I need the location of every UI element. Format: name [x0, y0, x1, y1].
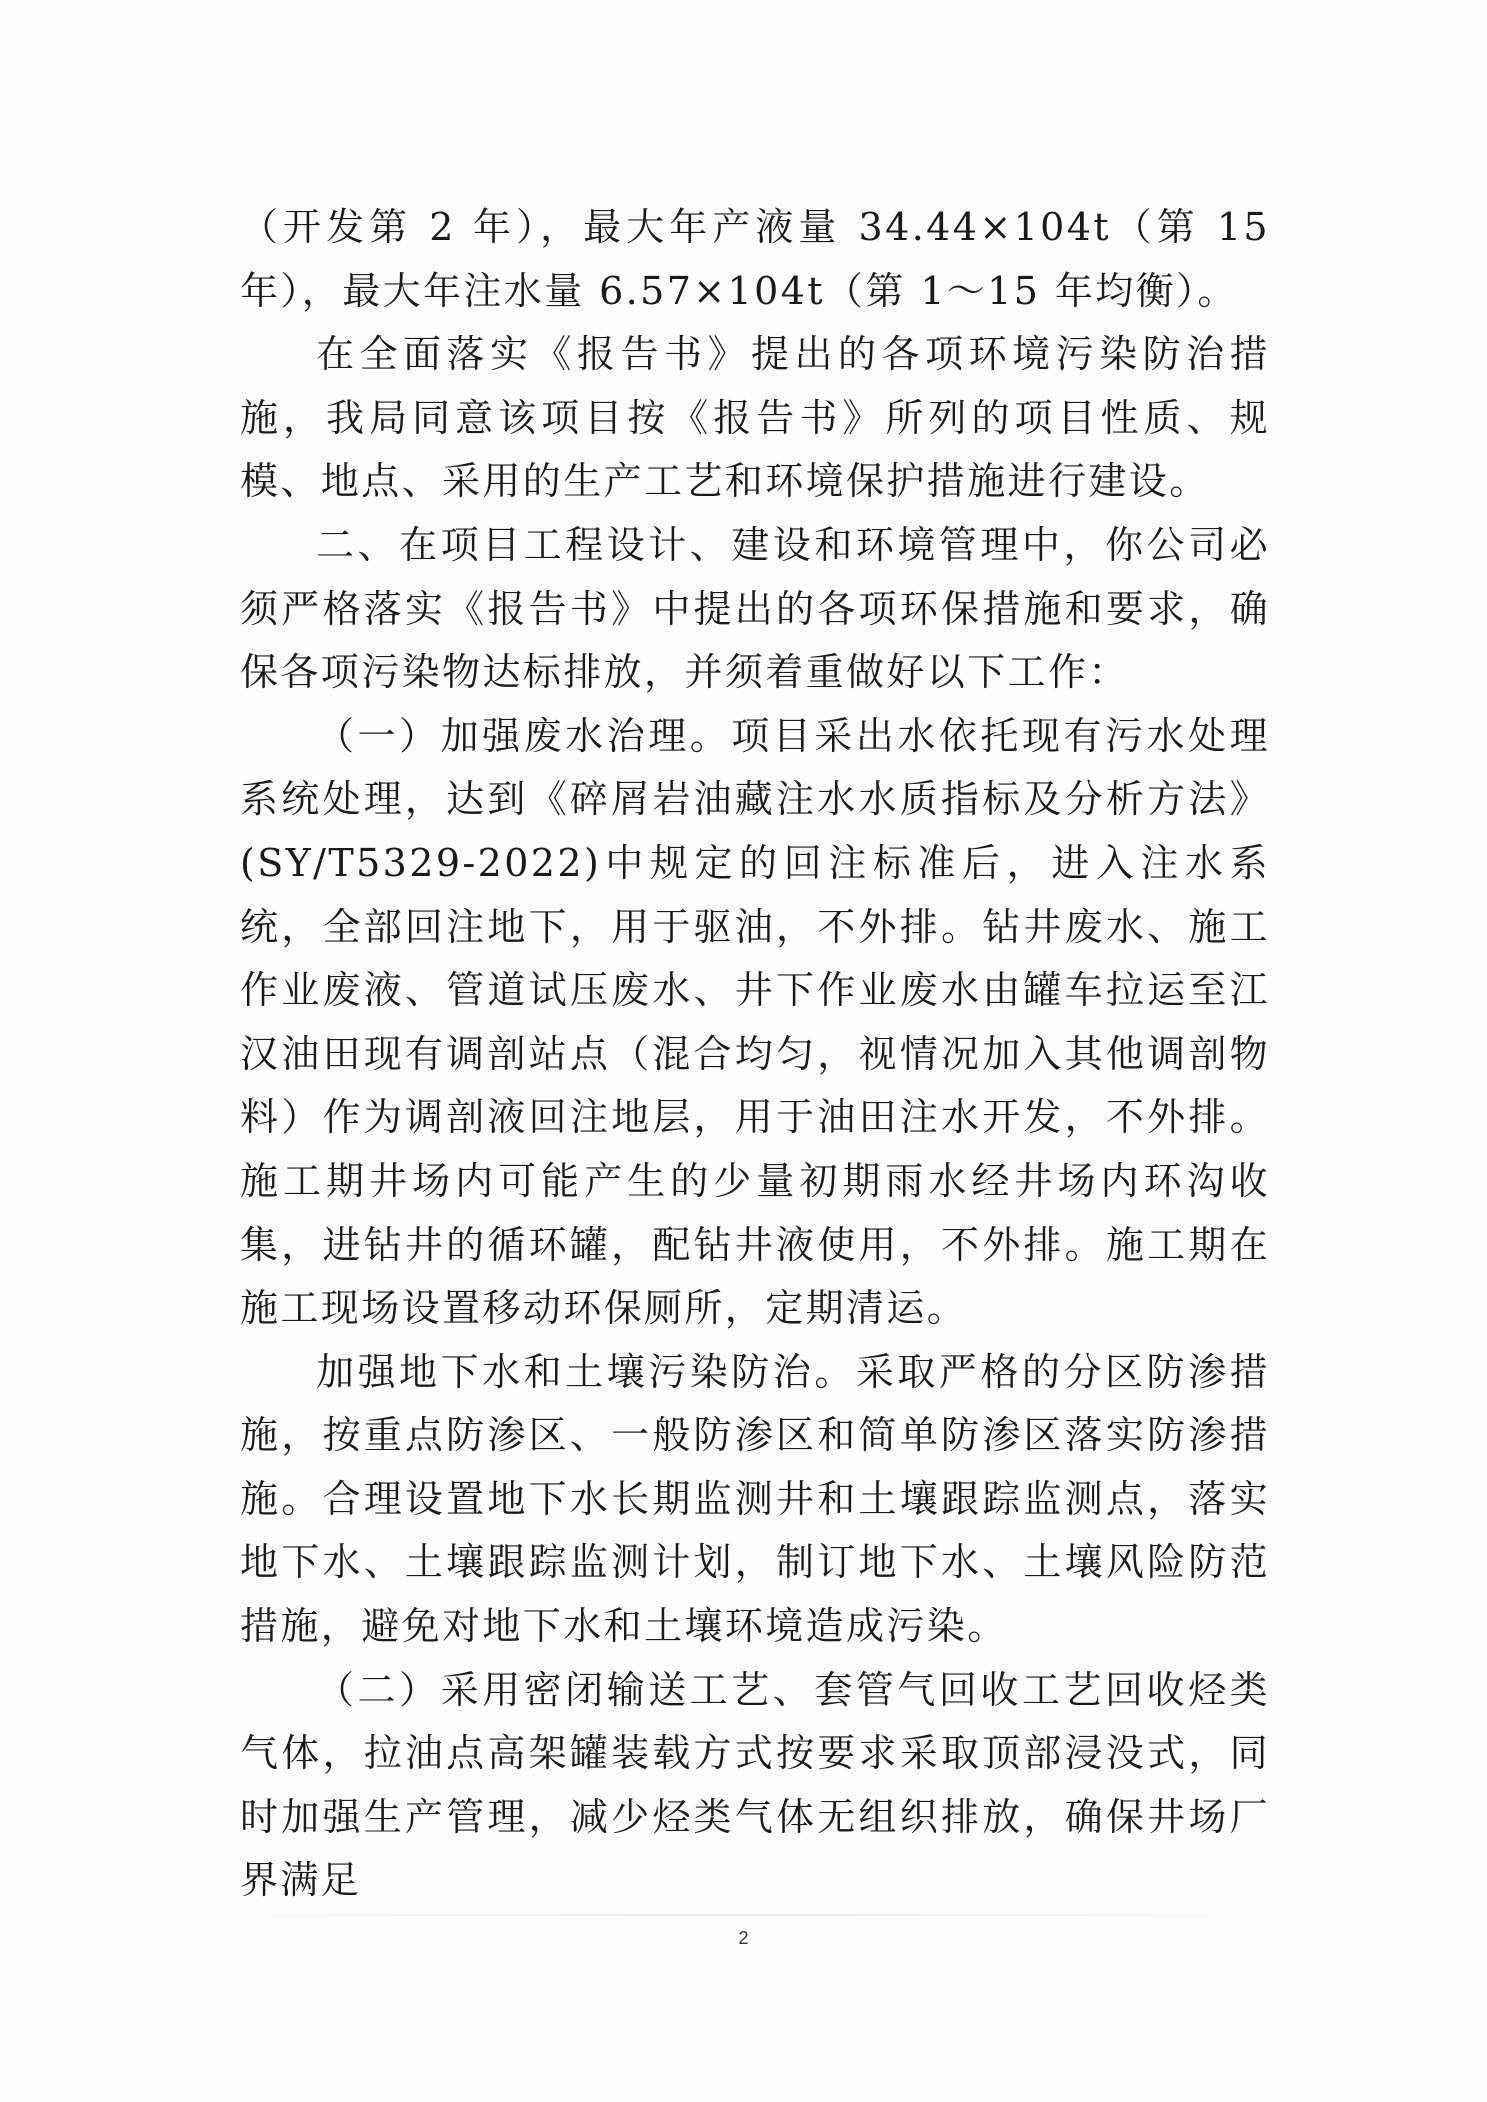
paragraph-wastewater: （一）加强废水治理。项目采出水依托现有污水处理系统处理，达到《碎屑岩油藏注水水质指标及分析方法》(SY/T5329-2022)中规定的回注标准后，进入注水系统，全部回注地下，用于驱油，不外排。钻井废水、施工作业废液、管道试压废水、井下作业废水由罐车拉运至江汉油田现有调剖站点（混合均匀，视情况加入其他调剖物料）作为调剖液回注地层，用于油田注水开发，不外排。施工期井场内可能产生的少量初期雨水经井场内环沟收集，进钻井的循环罐，配钻井液使用，不外排。施工期在施工现场设置移动环保厕所，定期清运。 — [240, 713, 1270, 1331]
scan-artifact-line — [200, 1914, 1280, 1916]
paragraph-hydrocarbon-gas: （二）采用密闭输送工艺、套管气回收工艺回收烃类气体，拉油点高架罐装载方式按要求采取顶部浸没式，同时加强生产管理，减少烃类气体无组织排放，确保井场厂界满足 — [240, 1667, 1270, 1903]
paragraph-approval: 在全面落实《报告书》提出的各项环境污染防治措施，我局同意该项目按《报告书》所列的项目性质、规模、地点、采用的生产工艺和环境保护措施进行建设。 — [240, 332, 1270, 504]
paragraph-section-two: 二、在项目工程设计、建设和环境管理中，你公司必须严格落实《报告书》中提出的各项环保措施和要求，确保各项污染物达标排放，并须着重做好以下工作： — [240, 522, 1270, 695]
paragraph-groundwater-soil: 加强地下水和土壤污染防治。采取严格的分区防渗措施，按重点防渗区、一般防渗区和简单防渗区落实防渗措施。合理设置地下水长期监测井和土壤跟踪监测点，落实地下水、土壤跟踪监测计划，制订地下水、土壤风险防范措施，避免对地下水和土壤环境造成污染。 — [240, 1349, 1270, 1649]
paragraph-continuation: （开发第 2 年），最大年产液量 34.44×104t（第 15 年），最大年注水量 6.57×104t（第 1～15 年均衡）。 — [240, 205, 1270, 313]
page-number: 2 — [738, 1928, 749, 1948]
document-body — [240, 196, 1270, 1913]
